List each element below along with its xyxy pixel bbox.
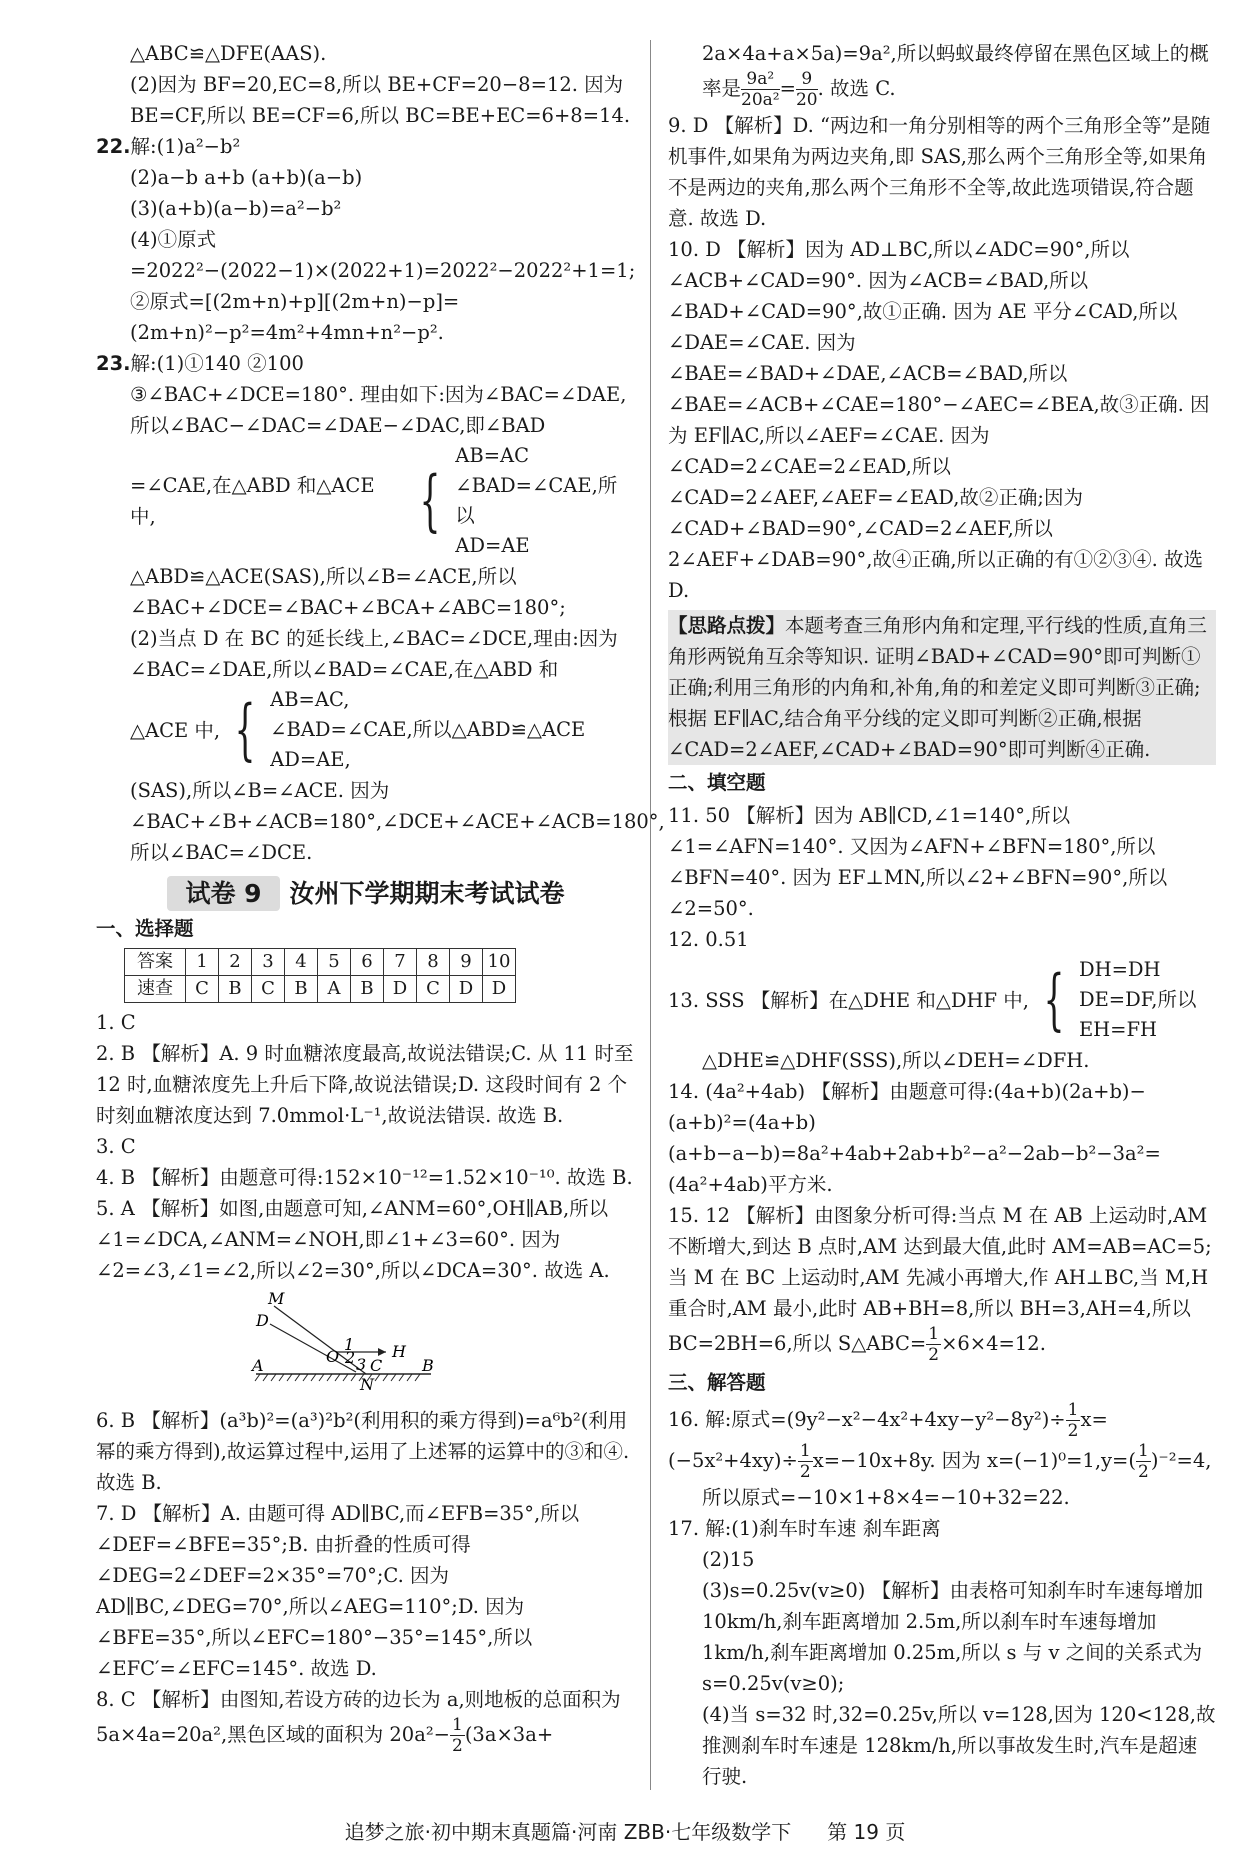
- answer-table: [124, 948, 516, 1003]
- frac-denominator: 2: [1067, 1421, 1079, 1441]
- q16-text-a: 16. 解:原式=(9y²−x²−4x²+4xy−y²−8y²)÷: [668, 1408, 1066, 1431]
- answer-table-header: 答案: [125, 949, 186, 976]
- frac-denominator: 2: [452, 1736, 463, 1756]
- q23-3b-lines: [455, 441, 636, 561]
- fig-label: D: [256, 1311, 269, 1330]
- q8-continued: [668, 38, 1216, 110]
- q8c-pre: 2a×4a+a×5a)=9a²,所以蚂蚁最终停留在黑色区域上的概率是: [702, 42, 1209, 100]
- section-fill: 二、填空题: [668, 771, 766, 794]
- q23-3a: ③∠BAC+∠DCE=180°. 理由如下:因为∠BAC=∠DAE,所以∠BAC−∠DAC=∠DAE−∠DAC,即∠BAD: [130, 383, 627, 437]
- answer-table-row: [125, 949, 516, 976]
- q15-fraction: [926, 1324, 941, 1365]
- frac-denominator: 20a²: [741, 90, 780, 110]
- q13-system: [668, 955, 1216, 1045]
- q23-2b-lines: [270, 685, 585, 775]
- brace-glyph: {: [1043, 961, 1065, 1038]
- answer-letter: D: [384, 976, 417, 1003]
- footer-brand: 追梦之旅: [344, 1820, 425, 1844]
- q15: [668, 1200, 1216, 1365]
- answer-letter: A: [318, 976, 351, 1003]
- answer-number: 9: [450, 949, 483, 976]
- answer-table-header: 速查: [125, 976, 186, 1003]
- answer-table-row: [125, 976, 516, 1003]
- answer-number: 5: [318, 949, 351, 976]
- brace-glyph: {: [419, 462, 441, 539]
- left-column: [96, 38, 665, 1756]
- q16-result: 所以原式=−10×1+8×4=−10+32=22.: [702, 1486, 1070, 1509]
- frac-denominator: 2: [928, 1345, 940, 1365]
- arrow-head-icon: [378, 1348, 386, 1356]
- answer-letter: D: [483, 976, 516, 1003]
- q13-line: DH=DH: [1078, 958, 1161, 981]
- q22-part1: [96, 131, 636, 162]
- thinking-tip-tag: 【思路点拨】: [668, 614, 786, 637]
- frac-numerator: 1: [799, 1441, 811, 1461]
- answer-number: 8: [417, 949, 450, 976]
- ray-mo: [274, 1306, 336, 1352]
- fig-label: B: [422, 1356, 434, 1375]
- frac-numerator: 1: [928, 1324, 940, 1344]
- q16-text-c: x=−10x+8y. 因为 x=(−1)⁰=1,y=(: [812, 1449, 1136, 1472]
- q22-part3: (3)(a+b)(a−b)=a²−b²: [130, 197, 342, 220]
- frac-denominator: 2: [799, 1462, 811, 1482]
- q17-part3: (3)s=0.25v(v≥0) 【解析】由表格可知刹车时车速每增加 10km/h,刹车距离增加 2.5m,所以刹车时车速每增加 1km/h,刹车距离增加 0.25m,所以 s 与 v 之间的关系式为 s=0.25v(v≥0);: [702, 1579, 1204, 1695]
- answer-letter: D: [450, 976, 483, 1003]
- hatching: [255, 1374, 420, 1381]
- thinking-tip: [668, 610, 1216, 765]
- footer-region: 河南 ZBB: [577, 1820, 665, 1844]
- fig-label: 3: [356, 1355, 367, 1374]
- footer-series: 初中期末真题篇: [430, 1820, 571, 1844]
- answer-letter: B: [219, 976, 252, 1003]
- q11: 11. 50 【解析】因为 AB∥CD,∠1=140°,所以∠1=∠AFN=140°. 又因为∠AFN+∠BFN=180°,所以∠BFN=40°. 因为 EF⊥MN,所以∠2+∠BFN=90°,所以∠2=50°.: [668, 804, 1168, 920]
- q8-text-a: 8. C 【解析】由图知,若设方砖的边长为 a,则地板的总面积为 5a×4a=20a²,黑色区域的面积为 20a²−: [96, 1688, 621, 1746]
- q23-3b-line: AB=AC: [455, 444, 530, 467]
- q6: 6. B 【解析】(a³b)²=(a³)²b²(利用积的乘方得到)=a⁶b²(利用幂的乘方得到),故运算过程中,运用了上述幂的运算中的③和④. 故选 B.: [96, 1409, 630, 1494]
- q23-2c: (SAS),所以∠B=∠ACE. 因为∠BAC+∠B+∠ACB=180°,∠DCE+∠ACE+∠ACB=180°,所以∠BAC=∠DCE.: [130, 779, 665, 864]
- q14: 14. (4a²+4ab) 【解析】由题意可得:(4a+b)(2a+b)−(a+b)²=(4a+b)(a+b−a−b)=8a²+4ab+2ab+b²−a²−2ab−b²−3a²=(4a²+4ab)平方米.: [668, 1080, 1161, 1196]
- answer-letter: C: [417, 976, 450, 1003]
- q23-2b-line: AD=AE,: [270, 748, 351, 771]
- q23-2b-system: [96, 685, 636, 775]
- frac-denominator: 20: [795, 90, 818, 110]
- thinking-tip-text: 本题考查三角形内角和定理,平行线的性质,直角三角形两锐角互余等知识. 证明∠BAD+∠CAD=90°即可判断①正确;利用三角形的内角和,补角,角的和差定义即可判断③正确;根据 EF∥AC,结合角平分线的定义即可判断②正确,根据∠CAD=2∠AEF,∠CAD+∠BAD=90°即可判断④正确.: [668, 614, 1207, 761]
- q15-text-b: ×6×4=12.: [941, 1332, 1046, 1355]
- answer-number: 4: [285, 949, 318, 976]
- q22-part4a: (4)①原式=2022²−(2022−1)×(2022+1)=2022²−2022²+1=1;: [130, 228, 636, 282]
- q22-part4b: ②原式=[(2m+n)+p][(2m+n)−p]=(2m+n)²−p²=4m²+4mn+n²−p².: [130, 290, 460, 344]
- q23-2b-pre: △ACE 中,: [130, 718, 221, 742]
- q16-text-d: )⁻²=4,: [1150, 1449, 1212, 1472]
- brace-glyph: {: [234, 691, 256, 768]
- q8-text-b: (3a×3a+: [464, 1723, 554, 1746]
- answer-number: 7: [384, 949, 417, 976]
- paper-title-text: 汝州下学期期末考试试卷: [289, 879, 565, 908]
- q15-text-a: 15. 12 【解析】由图象分析可得:当点 M 在 AB 上运动时,AM 不断增大,到达 B 点时,AM 达到最大值,此时 AM=AB=AC=5;当 M 在 BC 上运动时,AM 先减小再增大,作 AH⊥BC,当 M,H 重合时,AM 最小,此时 AB+BH=8,所以 BH=3,AH=4,所以 BC=2BH=6,所以 S△ABC=: [668, 1204, 1212, 1355]
- q5: 5. A 【解析】如图,由题意可知,∠ANM=60°,OH∥AB,所以∠1=∠DCA,∠ANM=∠NOH,即∠1+∠3=60°. 因为∠2=∠3,∠1=∠2,所以∠2=30°,所以∠DCA=30°. 故选 A.: [96, 1197, 610, 1282]
- column-divider: [650, 40, 651, 1790]
- fig-label: N: [360, 1375, 374, 1392]
- q23-2a: (2)当点 D 在 BC 的延长线上,∠BAC=∠DCE,理由:因为∠BAC=∠DAE,所以∠BAD=∠CAE,在△ABD 和: [130, 627, 618, 681]
- paper-badge: 试卷 9: [167, 876, 279, 911]
- q12: 12. 0.51: [668, 928, 749, 951]
- fig-label: M: [268, 1292, 285, 1308]
- q3: 3. C: [96, 1135, 136, 1158]
- q23-3b-system: [96, 441, 636, 561]
- q13-pre: 13. SSS 【解析】在△DHE 和△DHF 中,: [668, 988, 1029, 1012]
- q22-part2: (2)a−b a+b (a+b)(a−b): [130, 166, 363, 189]
- q8-result-fraction: [796, 69, 818, 110]
- q1: 1. C: [96, 1011, 136, 1034]
- q13-lines: [1079, 955, 1197, 1045]
- q8-eq: =: [779, 77, 796, 100]
- q4: 4. B 【解析】由题意可得:152×10⁻¹²=1.52×10⁻¹⁰. 故选 B.: [96, 1166, 633, 1189]
- q8: [96, 1684, 636, 1756]
- frac-numerator: 9a²: [741, 69, 780, 90]
- paper-title: [96, 876, 636, 911]
- q23-3c: △ABD≌△ACE(SAS),所以∠B=∠ACE,所以∠BAC+∠DCE=∠BAC+∠BCA+∠ABC=180°;: [130, 565, 566, 619]
- frac-numerator: 1: [452, 1715, 463, 1735]
- q22-number: 22.: [96, 135, 131, 158]
- answer-letter: B: [285, 976, 318, 1003]
- q8-prob-fraction: [741, 69, 780, 110]
- answer-number: 3: [252, 949, 285, 976]
- q21-tail: △ABC≌△DFE(AAS).: [130, 42, 327, 65]
- q2: 2. B 【解析】A. 9 时血糖浓度最高,故说法错误;C. 从 11 时至 12 时,血糖浓度先上升后下降,故说法错误;D. 这段时间有 2 个时刻血糖浓度达到 7.0mmol·L⁻¹,故说法错误. 故选 B.: [96, 1042, 634, 1127]
- frac-denominator: 2: [1137, 1462, 1149, 1482]
- q7: 7. D 【解析】A. 由题可得 AD∥BC,而∠EFB=35°,所以∠DEF=∠BFE=35°;B. 由折叠的性质可得∠DEG=2∠DEF=2×35°=70°;C. 因为 AD∥BC,∠DEG=70°,所以∠AEG=110°;D. 因为∠BFE=35°,所以∠EFC=180°−35°=145°,所以∠EFC′=∠EFC=145°. 故选 D.: [96, 1502, 580, 1680]
- q23-3b-pre: =∠CAE,在△ABD 和△ACE 中,: [130, 474, 375, 528]
- footer-page: 第 19 页: [827, 1820, 906, 1844]
- fig-label: 2: [345, 1348, 356, 1367]
- frac-numerator: 1: [1067, 1400, 1079, 1420]
- page-footer: 追梦之旅·初中期末真题篇·河南 ZBB·七年级数学下 第 19 页: [344, 1820, 906, 1844]
- q16-text-b: x=(−5x²+4xy)÷: [668, 1408, 1108, 1472]
- q23-part1: [96, 348, 636, 379]
- q8c-post: . 故选 C.: [817, 77, 896, 100]
- frac-numerator: 9: [796, 69, 818, 90]
- answer-number: 2: [219, 949, 252, 976]
- q10: 10. D 【解析】因为 AD⊥BC,所以∠ADC=90°,所以∠ACB+∠CAD=90°. 因为∠ACB=∠BAD,所以∠BAD+∠CAD=90°,故①正确. 因为 AE 平分∠CAD,所以∠DAE=∠CAE. 因为∠BAE=∠BAD+∠DAE,∠ACB=∠BAD,所以∠BAE=∠ACB+∠CAE=180°−∠AEC=∠BEA,故③正确. 因为 EF∥AC,所以∠AEF=∠CAE. 因为∠CAD=2∠CAE=2∠EAD,所以∠CAD=2∠AEF,∠AEF=∠EAD,故②正确;因为∠CAD+∠BAD=90°,∠CAD=2∠AEF,所以 2∠AEF+∠DAB=90°,故④正确,所以正确的有①②③④. 故选 D.: [668, 238, 1210, 602]
- q13-line: EH=FH: [1078, 1018, 1158, 1041]
- fig-label: A: [252, 1356, 264, 1375]
- answer-letter: C: [186, 976, 219, 1003]
- q16: [668, 1400, 1216, 1482]
- q21-part2: (2)因为 BF=20,EC=8,所以 BE+CF=20−8=12. 因为 BE=CF,所以 BE=CF=6,所以 BC=BE+EC=6+8=14.: [130, 73, 631, 127]
- q16-fraction: [798, 1441, 813, 1482]
- q9: 9. D 【解析】D. “两边和一角分别相等的两个三角形全等”是随机事件,如果角为两边夹角,即 SAS,那么两个三角形全等,如果角不是两边的夹角,那么两个三角形不全等,故此选项错误,符合题意. 故选 D.: [668, 114, 1211, 230]
- q17-part1: 17. 解:(1)刹车时车速 刹车距离: [668, 1517, 941, 1540]
- q23-number: 23.: [96, 352, 131, 375]
- q23-2b-line: AB=AC,: [270, 688, 350, 711]
- q8-fraction: [450, 1715, 465, 1756]
- section-solve: 三、解答题: [668, 1371, 766, 1394]
- fig-label: O: [326, 1347, 340, 1366]
- answer-number: 10: [483, 949, 516, 976]
- fig-label: H: [392, 1342, 406, 1361]
- footer-grade: 七年级数学下: [671, 1820, 792, 1844]
- answer-number: 1: [186, 949, 219, 976]
- answer-letter: B: [351, 976, 384, 1003]
- fig-label: 1: [344, 1335, 355, 1354]
- right-column: [668, 38, 1216, 1792]
- q23-3b-line: ∠BAD=∠CAE,所以: [455, 474, 618, 527]
- answer-letter: C: [252, 976, 285, 1003]
- q5-figure: [246, 1292, 436, 1392]
- fig-label: C: [370, 1356, 383, 1375]
- q22-part1-text: 解:(1)a²−b²: [130, 135, 241, 158]
- q23-part1-text: 解:(1)①140 ②100: [130, 352, 304, 375]
- section-choice: 一、选择题: [96, 917, 194, 940]
- q23-2b-line: ∠BAD=∠CAE,所以△ABD≌△ACE: [270, 718, 586, 741]
- answer-number: 6: [351, 949, 384, 976]
- q23-3b-line: AD=AE: [455, 534, 530, 557]
- q17-part4: (4)当 s=32 时,32=0.25v,所以 v=128,因为 120<128,故推测刹车时车速是 128km/h,所以事故发生时,汽车是超速行驶.: [702, 1703, 1216, 1788]
- q16-fraction: [1136, 1441, 1151, 1482]
- q13-post: △DHE≌△DHF(SSS),所以∠DEH=∠DFH.: [702, 1049, 1090, 1072]
- q13-line: DE=DF,所以: [1078, 988, 1197, 1011]
- frac-numerator: 1: [1137, 1441, 1149, 1461]
- q16-fraction: [1066, 1400, 1081, 1441]
- q17-part2: (2)15: [702, 1548, 755, 1571]
